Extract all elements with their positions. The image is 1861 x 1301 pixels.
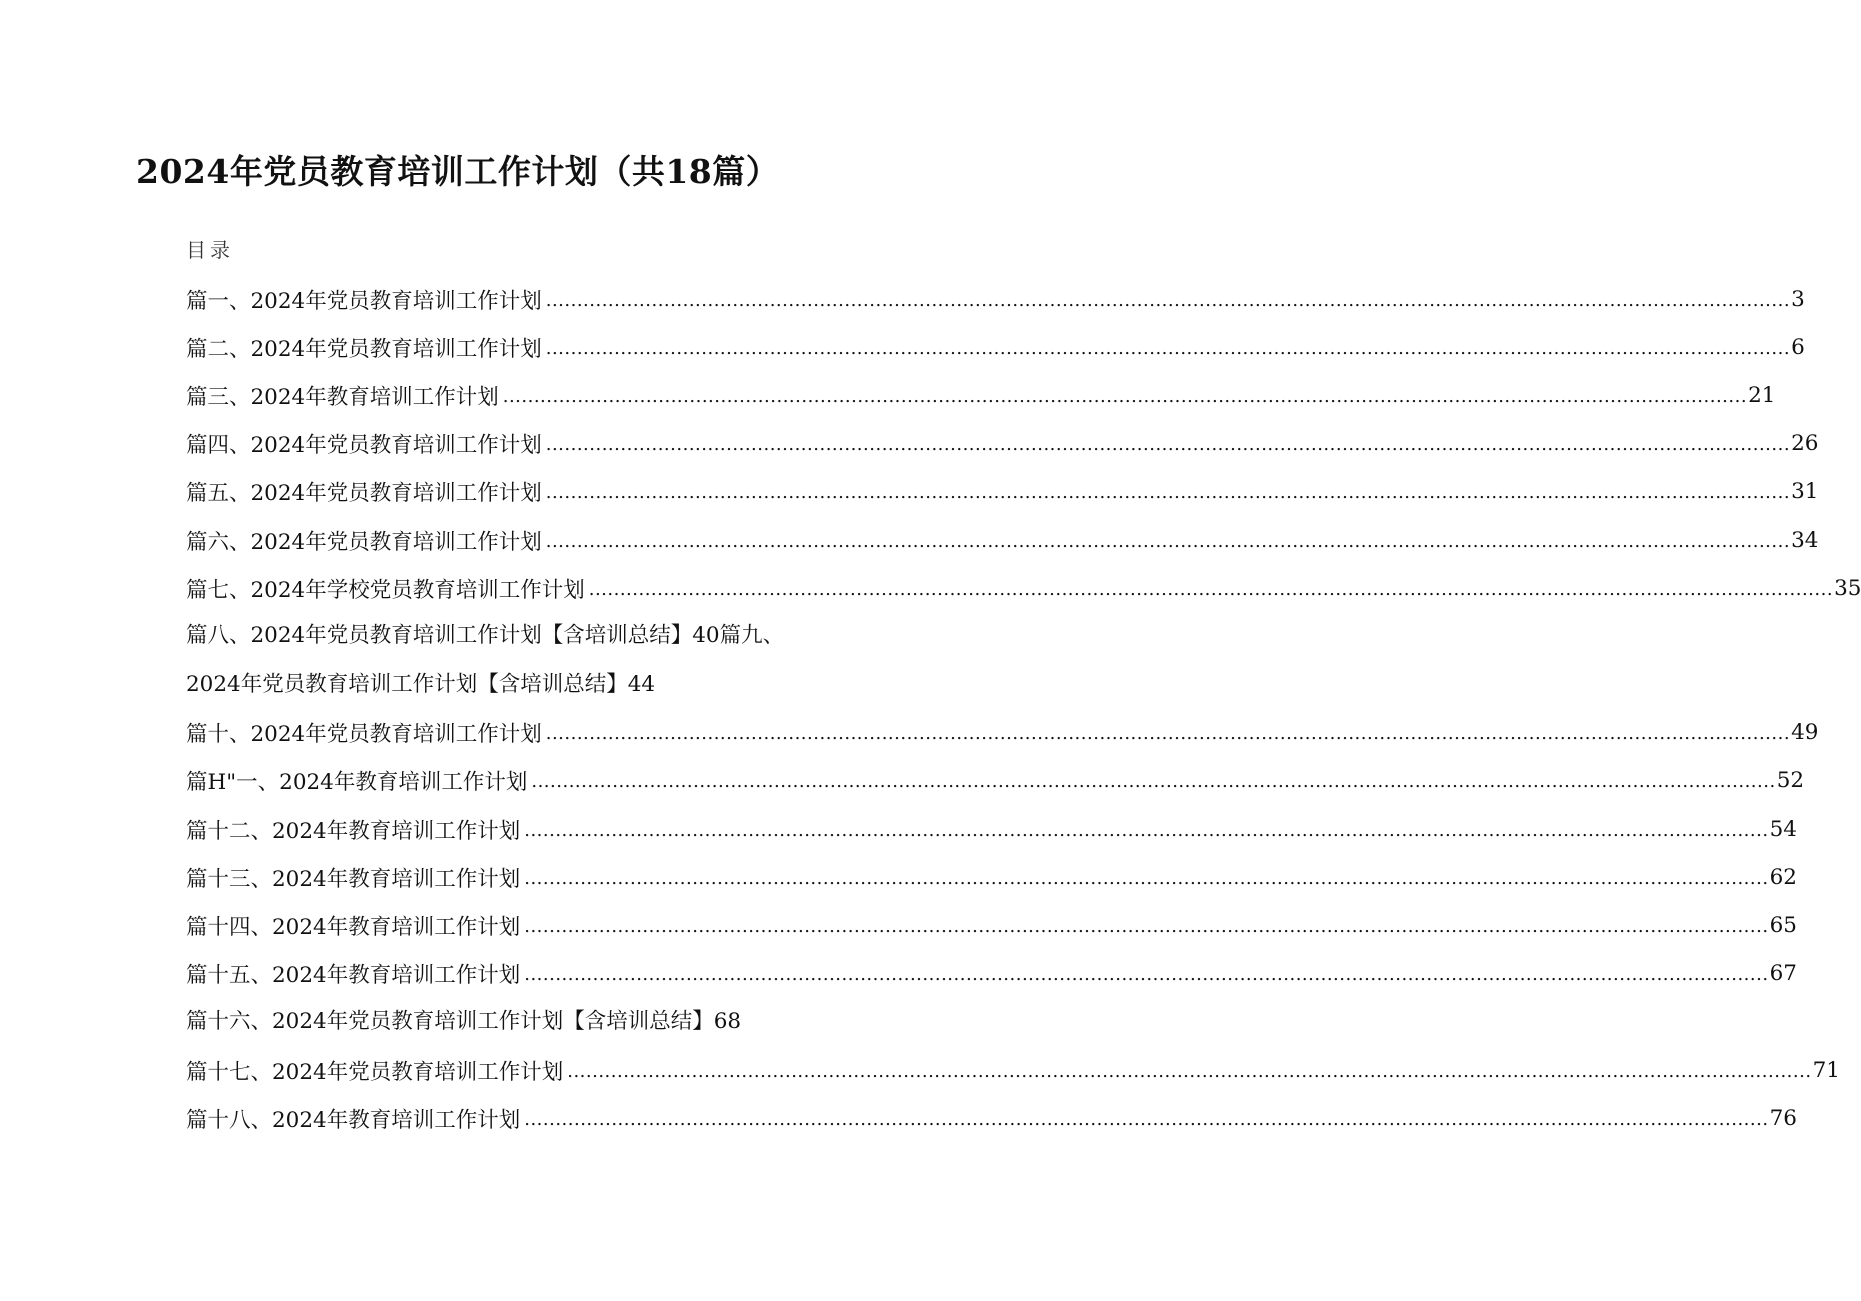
toc-entry-label: 篇二、2024年党员教育培训工作计划 bbox=[186, 336, 542, 362]
toc-entry[interactable] bbox=[186, 805, 1797, 853]
toc-entry-page: 49 bbox=[1791, 720, 1819, 746]
toc-entry[interactable] bbox=[186, 1046, 1840, 1094]
toc-entry[interactable] bbox=[186, 468, 1819, 516]
toc-entry-page: 54 bbox=[1769, 816, 1797, 842]
toc-leader-dots: ........................................................................................................................................................................................................ bbox=[524, 1108, 1769, 1130]
toc-leader-dots: ........................................................................................................................................................................................................ bbox=[588, 578, 1834, 600]
toc-entry-page: 35 bbox=[1834, 575, 1861, 601]
toc-entry-label: 篇十、2024年党员教育培训工作计划 bbox=[186, 722, 542, 748]
toc-entry[interactable] bbox=[186, 1094, 1797, 1142]
toc-entry-label: 篇一、2024年党员教育培训工作计划 bbox=[186, 288, 542, 314]
toc-entry-label: 篇四、2024年党员教育培训工作计划 bbox=[186, 433, 542, 459]
toc-entry-run-on[interactable]: 篇八、2024年党员教育培训工作计划【含培训总结】40篇九、 bbox=[186, 623, 785, 649]
toc-entry[interactable] bbox=[186, 709, 1819, 757]
toc-entry-label: 篇三、2024年教育培训工作计划 bbox=[186, 384, 499, 410]
toc-leader-dots: ........................................................................................................................................................................................................ bbox=[545, 530, 1791, 552]
toc-leader-dots: ........................................................................................................................................................................................................ bbox=[545, 289, 1791, 311]
toc-entry-page: 65 bbox=[1769, 913, 1797, 939]
toc-leader-dots: ........................................................................................................................................................................................................ bbox=[545, 337, 1791, 359]
toc-leader-dots: ........................................................................................................................................................................................................ bbox=[567, 1060, 1812, 1082]
toc-entry-label: 篇十七、2024年党员教育培训工作计划 bbox=[186, 1059, 564, 1085]
toc-entry[interactable] bbox=[186, 323, 1805, 371]
toc-leader-dots: ........................................................................................................................................................................................................ bbox=[545, 723, 1791, 745]
toc-entry-page: 76 bbox=[1769, 1105, 1797, 1131]
toc-entry-label: 篇H"一、2024年教育培训工作计划 bbox=[186, 770, 528, 796]
toc-entry-page: 3 bbox=[1791, 286, 1805, 312]
toc-leader-dots: ........................................................................................................................................................................................................ bbox=[524, 964, 1769, 986]
toc-entry-page: 26 bbox=[1791, 431, 1819, 457]
toc-entry-plain[interactable]: 篇十六、2024年党员教育培训工作计划【含培训总结】68 bbox=[186, 1008, 742, 1034]
toc-entry[interactable] bbox=[186, 901, 1797, 949]
toc-entry-page: 31 bbox=[1791, 479, 1819, 505]
toc-entry-label: 篇十八、2024年教育培训工作计划 bbox=[186, 1107, 521, 1133]
toc-leader-dots: ........................................................................................................................................................................................................ bbox=[545, 482, 1791, 504]
toc-entry-page: 6 bbox=[1791, 334, 1805, 360]
toc-entry-page: 62 bbox=[1769, 864, 1797, 890]
toc-entry[interactable] bbox=[186, 950, 1797, 998]
toc-entry-label: 篇十四、2024年教育培训工作计划 bbox=[186, 915, 521, 941]
toc-entry-run-on[interactable]: 2024年党员教育培训工作计划【含培训总结】44 bbox=[186, 671, 656, 697]
toc-entry[interactable] bbox=[186, 853, 1797, 901]
toc-entry[interactable] bbox=[186, 516, 1819, 564]
toc-entry[interactable] bbox=[186, 275, 1805, 323]
toc-entry[interactable] bbox=[186, 371, 1776, 419]
toc-entry-page: 34 bbox=[1791, 527, 1819, 553]
toc-entry-label: 篇六、2024年党员教育培训工作计划 bbox=[186, 529, 542, 555]
toc-entry-label: 篇十二、2024年教育培训工作计划 bbox=[186, 818, 521, 844]
toc-entry-label: 篇十三、2024年教育培训工作计划 bbox=[186, 866, 521, 892]
toc-leader-dots: ........................................................................................................................................................................................................ bbox=[545, 434, 1791, 456]
toc-entry-page: 21 bbox=[1748, 382, 1776, 408]
toc-leader-dots: ........................................................................................................................................................................................................ bbox=[531, 771, 1776, 793]
toc-entry-label: 篇五、2024年党员教育培训工作计划 bbox=[186, 481, 542, 507]
page-title: 2024年党员教育培训工作计划（共18篇） bbox=[136, 152, 780, 191]
toc-entry[interactable] bbox=[186, 564, 1861, 612]
toc-leader-dots: ........................................................................................................................................................................................................ bbox=[524, 819, 1769, 841]
toc-entry-page: 67 bbox=[1769, 961, 1797, 987]
toc-leader-dots: ........................................................................................................................................................................................................ bbox=[524, 916, 1769, 938]
toc-entry-page: 71 bbox=[1812, 1057, 1840, 1083]
toc-entry[interactable] bbox=[186, 420, 1819, 468]
toc-leader-dots: ........................................................................................................................................................................................................ bbox=[524, 867, 1769, 889]
toc-entry-page: 52 bbox=[1776, 768, 1805, 794]
toc-entry-label: 篇十五、2024年教育培训工作计划 bbox=[186, 963, 521, 989]
toc-leader-dots: ........................................................................................................................................................................................................ bbox=[502, 385, 1748, 407]
toc-heading: 目录 bbox=[186, 238, 234, 262]
toc-entry-label: 篇七、2024年学校党员教育培训工作计划 bbox=[186, 577, 585, 603]
toc-entry[interactable] bbox=[186, 757, 1805, 805]
table-of-contents bbox=[186, 275, 1861, 1142]
